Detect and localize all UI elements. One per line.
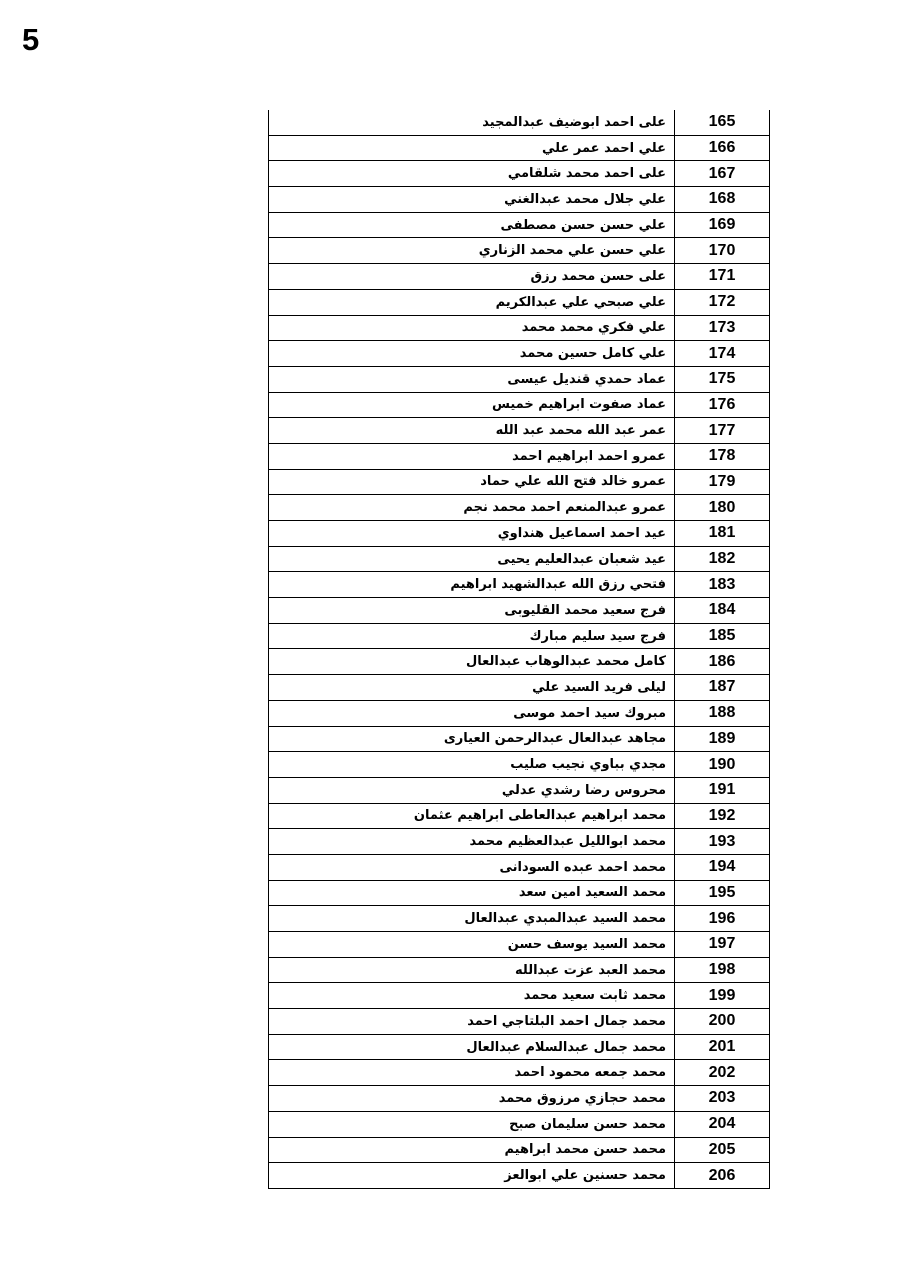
row-number-cell: 176 [675,392,770,418]
row-name-cell: محمد ابراهيم عبدالعاطى ابراهيم عثمان [269,803,675,829]
row-name-cell: على احمد محمد شلقامي [269,161,675,187]
table-row [269,212,770,238]
table-row [269,752,770,778]
row-number-cell: 203 [675,1086,770,1112]
row-name-cell: علي صبحي علي عبدالكريم [269,289,675,315]
row-number-cell: 181 [675,521,770,547]
row-name-cell: محمد جمعه محمود احمد [269,1060,675,1086]
table-row [269,623,770,649]
row-name-cell: ليلى فريد السيد علي [269,675,675,701]
row-name-cell: فتحي رزق الله عبدالشهيد ابراهيم [269,572,675,598]
row-number-cell: 179 [675,469,770,495]
row-number-cell: 194 [675,854,770,880]
row-number-cell: 165 [675,110,770,135]
row-number-cell: 192 [675,803,770,829]
table-row [269,906,770,932]
row-number-cell: 167 [675,161,770,187]
row-number-cell: 191 [675,777,770,803]
row-number-cell: 204 [675,1111,770,1137]
table-row [269,1086,770,1112]
row-number-cell: 169 [675,212,770,238]
row-number-cell: 201 [675,1034,770,1060]
row-name-cell: علي كامل حسين محمد [269,341,675,367]
row-number-cell: 200 [675,1009,770,1035]
row-name-cell: محمد ثابت سعيد محمد [269,983,675,1009]
row-number-cell: 182 [675,546,770,572]
row-name-cell: عمرو خالد فتح الله علي حماد [269,469,675,495]
table-row [269,957,770,983]
row-number-cell: 196 [675,906,770,932]
row-number-cell: 175 [675,366,770,392]
table-row [269,829,770,855]
row-name-cell: محمد السيد عبدالمبدي عبدالعال [269,906,675,932]
row-name-cell: عمر عبد الله محمد عبد الله [269,418,675,444]
row-name-cell: عيد احمد اسماعيل هنداوي [269,521,675,547]
table-row [269,392,770,418]
row-name-cell: عيد شعبان عبدالعليم يحيى [269,546,675,572]
row-name-cell: محمد حسنين علي ابوالعز [269,1163,675,1189]
row-name-cell: محمد حسن سليمان صبح [269,1111,675,1137]
row-number-cell: 173 [675,315,770,341]
row-name-cell: محمد حسن محمد ابراهيم [269,1137,675,1163]
row-name-cell: محروس رضا رشدي عدلي [269,777,675,803]
names-table [268,110,770,1189]
row-number-cell: 199 [675,983,770,1009]
row-name-cell: محمد السعيد امين سعد [269,880,675,906]
table-row [269,469,770,495]
table-row [269,443,770,469]
row-name-cell: عمرو عبدالمنعم احمد محمد نجم [269,495,675,521]
row-number-cell: 168 [675,187,770,213]
row-number-cell: 177 [675,418,770,444]
table-row [269,341,770,367]
table-row [269,1060,770,1086]
row-name-cell: علي فكري محمد محمد [269,315,675,341]
table-row [269,110,770,135]
table-row [269,366,770,392]
table-row [269,418,770,444]
row-name-cell: علي جلال محمد عبدالغني [269,187,675,213]
row-name-cell: مبروك سيد احمد موسى [269,700,675,726]
row-number-cell: 186 [675,649,770,675]
table-row [269,289,770,315]
row-number-cell: 202 [675,1060,770,1086]
table-row [269,572,770,598]
table-row [269,675,770,701]
row-name-cell: علي احمد عمر علي [269,135,675,161]
row-name-cell: عماد صفوت ابراهيم خميس [269,392,675,418]
row-name-cell: فرج سعيد محمد القليوبى [269,598,675,624]
row-number-cell: 183 [675,572,770,598]
row-number-cell: 172 [675,289,770,315]
table-row [269,546,770,572]
table-row [269,932,770,958]
row-number-cell: 189 [675,726,770,752]
row-number-cell: 184 [675,598,770,624]
row-name-cell: مجدي بباوي نجيب صليب [269,752,675,778]
table-row [269,880,770,906]
table-row [269,983,770,1009]
row-name-cell: فرج سيد سليم مبارك [269,623,675,649]
row-name-cell: محمد حجازي مرزوق محمد [269,1086,675,1112]
row-name-cell: محمد جمال عبدالسلام عبدالعال [269,1034,675,1060]
table-row [269,1009,770,1035]
table-row [269,1137,770,1163]
row-name-cell: محمد جمال احمد البلتاجي احمد [269,1009,675,1035]
row-name-cell: محمد السيد يوسف حسن [269,932,675,958]
row-name-cell: محمد ابوالليل عبدالعظيم محمد [269,829,675,855]
table-row [269,238,770,264]
row-number-cell: 170 [675,238,770,264]
table-row [269,1111,770,1137]
table-row [269,315,770,341]
row-name-cell: محمد العبد عزت عبدالله [269,957,675,983]
names-table-body [269,110,770,1188]
page-number: 5 [22,22,40,57]
row-number-cell: 174 [675,341,770,367]
row-number-cell: 187 [675,675,770,701]
row-number-cell: 195 [675,880,770,906]
table-row [269,135,770,161]
row-number-cell: 205 [675,1137,770,1163]
table-row [269,521,770,547]
table-row [269,598,770,624]
row-number-cell: 193 [675,829,770,855]
row-number-cell: 178 [675,443,770,469]
row-name-cell: عمرو احمد ابراهيم احمد [269,443,675,469]
table-row [269,726,770,752]
table-row [269,700,770,726]
row-name-cell: كامل محمد عبدالوهاب عبدالعال [269,649,675,675]
row-number-cell: 190 [675,752,770,778]
table-row [269,803,770,829]
table-row [269,187,770,213]
row-number-cell: 188 [675,700,770,726]
row-number-cell: 198 [675,957,770,983]
row-name-cell: على حسن محمد رزق [269,264,675,290]
table-row [269,1034,770,1060]
table-row [269,777,770,803]
row-number-cell: 206 [675,1163,770,1189]
row-number-cell: 197 [675,932,770,958]
table-row [269,264,770,290]
row-name-cell: عماد حمدي قنديل عيسى [269,366,675,392]
table-row [269,649,770,675]
row-name-cell: محمد احمد عبده السودانى [269,854,675,880]
table-row [269,854,770,880]
row-number-cell: 171 [675,264,770,290]
row-name-cell: علي حسن حسن مصطفى [269,212,675,238]
row-number-cell: 185 [675,623,770,649]
row-name-cell: على احمد ابوضيف عبدالمجيد [269,110,675,135]
table-row [269,1163,770,1189]
table-row [269,161,770,187]
table-row [269,495,770,521]
row-number-cell: 166 [675,135,770,161]
row-name-cell: مجاهد عبدالعال عبدالرحمن العيارى [269,726,675,752]
row-name-cell: علي حسن علي محمد الزناري [269,238,675,264]
row-number-cell: 180 [675,495,770,521]
